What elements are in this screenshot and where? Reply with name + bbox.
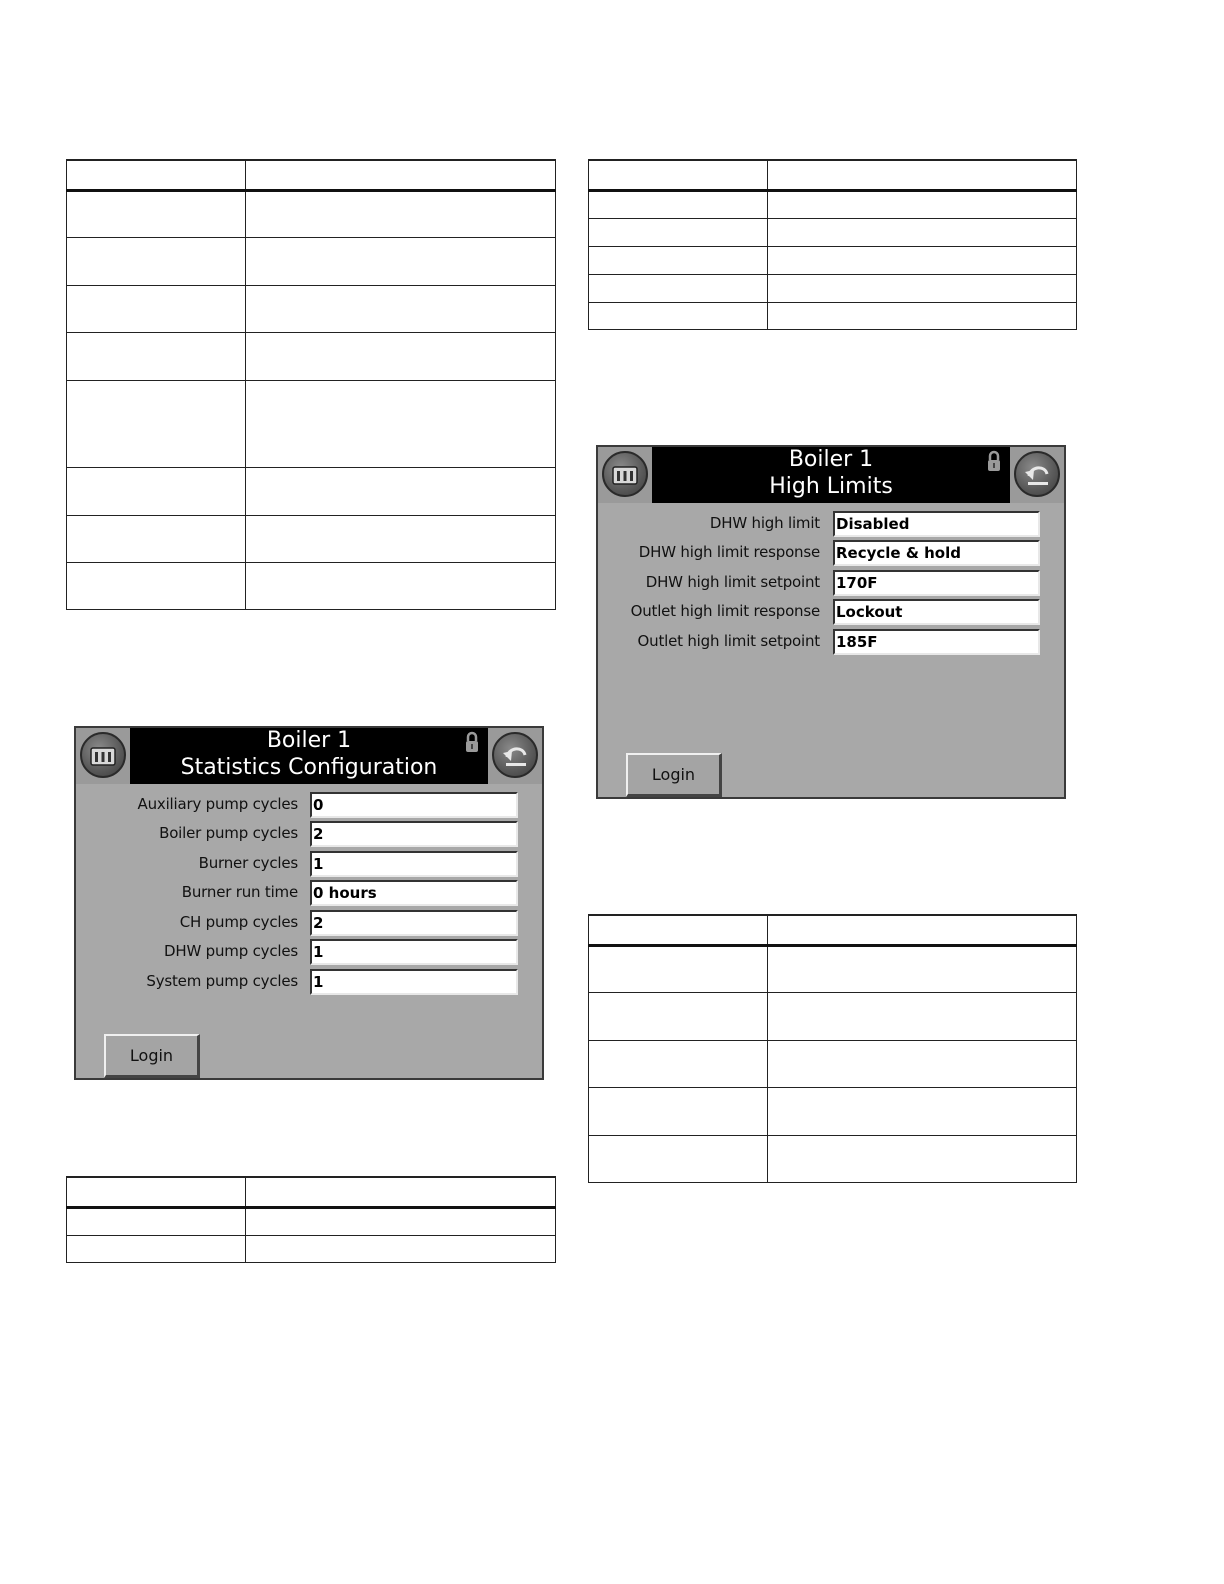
field-row-boiler-pump-cycles: [76, 821, 542, 847]
field-row-dhw-high-limit-setpoint: [598, 570, 1064, 596]
login-button[interactable]: Login: [104, 1034, 200, 1078]
dhw-high-limit-response-field[interactable]: Recycle & hold: [833, 540, 1040, 566]
field-label: Auxiliary pump cycles: [137, 795, 298, 813]
field-label: Burner cycles: [198, 854, 298, 872]
burner-cycles-field[interactable]: 1: [310, 851, 518, 877]
screen-title-line2: High Limits: [769, 474, 893, 499]
field-row-system-pump-cycles: [76, 969, 542, 995]
outlet-high-limit-setpoint-field[interactable]: 185F: [833, 629, 1040, 655]
table-header-row: [589, 160, 1077, 190]
field-row-outlet-high-limit-response: [598, 599, 1064, 625]
field-label: Burner run time: [181, 883, 298, 901]
table-row: [589, 992, 1077, 1040]
lock-icon: [986, 449, 1002, 473]
field-label: DHW high limit response: [638, 543, 820, 561]
home-button[interactable]: [76, 728, 130, 784]
screen-title-line2: Statistics Configuration: [180, 755, 438, 780]
dhw-high-limit-setpoint-field[interactable]: 170F: [833, 570, 1040, 596]
field-label: Boiler pump cycles: [159, 824, 298, 842]
lock-icon: [464, 730, 480, 754]
table-row: [589, 1087, 1077, 1135]
param-table-2: [588, 159, 1077, 330]
field-row-dhw-pump-cycles: [76, 939, 542, 965]
table-row: [67, 1207, 556, 1235]
param-table-3: [66, 1176, 556, 1263]
field-label: Outlet high limit setpoint: [637, 632, 820, 650]
table-row: [589, 190, 1077, 218]
back-arrow-icon: [497, 737, 533, 773]
param-table-4: [588, 914, 1077, 1183]
field-label: System pump cycles: [146, 972, 298, 990]
table-row: [67, 285, 556, 332]
field-label: DHW high limit: [709, 514, 820, 532]
back-arrow-icon: [1019, 456, 1055, 492]
field-row-auxiliary-pump-cycles: [76, 792, 542, 818]
table-row: [67, 467, 556, 515]
table-row: [67, 515, 556, 562]
table-row: [589, 1040, 1077, 1087]
field-row-dhw-high-limit: [598, 511, 1064, 537]
table-row: [589, 274, 1077, 302]
field-row-ch-pump-cycles: [76, 910, 542, 936]
screen-title-line1: Boiler 1: [788, 447, 874, 472]
table-row: [589, 1135, 1077, 1182]
field-row-burner-run-time: [76, 880, 542, 906]
high-limits-screen: [596, 445, 1066, 799]
table-row: [67, 380, 556, 467]
auxiliary-pump-cycles-field[interactable]: 0: [310, 792, 518, 818]
home-button[interactable]: [598, 447, 652, 503]
table-row: [67, 332, 556, 380]
table-row: [67, 190, 556, 237]
field-label: DHW pump cycles: [164, 942, 298, 960]
screen-title-line1: Boiler 1: [266, 728, 352, 753]
back-button[interactable]: [488, 728, 542, 784]
system-pump-cycles-field[interactable]: 1: [310, 969, 518, 995]
back-button[interactable]: [1010, 447, 1064, 503]
field-row-outlet-high-limit-setpoint: [598, 629, 1064, 655]
field-row-dhw-high-limit-response: [598, 540, 1064, 566]
burner-run-time-field[interactable]: 0 hours: [310, 880, 518, 906]
statistics-configuration-screen: [74, 726, 544, 1080]
outlet-high-limit-response-field[interactable]: Lockout: [833, 599, 1040, 625]
table-row: [589, 302, 1077, 329]
dhw-pump-cycles-field[interactable]: 1: [310, 939, 518, 965]
field-label: Outlet high limit response: [630, 602, 820, 620]
field-label: CH pump cycles: [179, 913, 298, 931]
boiler-pump-cycles-field[interactable]: 2: [310, 821, 518, 847]
table-header-row: [589, 915, 1077, 945]
boiler-home-icon: [607, 456, 643, 492]
param-table-1: [66, 159, 556, 610]
table-row: [67, 562, 556, 609]
table-header-row: [67, 160, 556, 190]
boiler-home-icon: [85, 737, 121, 773]
field-row-burner-cycles: [76, 851, 542, 877]
table-row: [589, 218, 1077, 246]
ch-pump-cycles-field[interactable]: 2: [310, 910, 518, 936]
dhw-high-limit-field[interactable]: Disabled: [833, 511, 1040, 537]
table-header-row: [67, 1177, 556, 1207]
table-row: [589, 945, 1077, 992]
login-button[interactable]: Login: [626, 753, 722, 797]
table-row: [67, 237, 556, 285]
table-row: [589, 246, 1077, 274]
field-label: DHW high limit setpoint: [645, 573, 820, 591]
table-row: [67, 1235, 556, 1262]
